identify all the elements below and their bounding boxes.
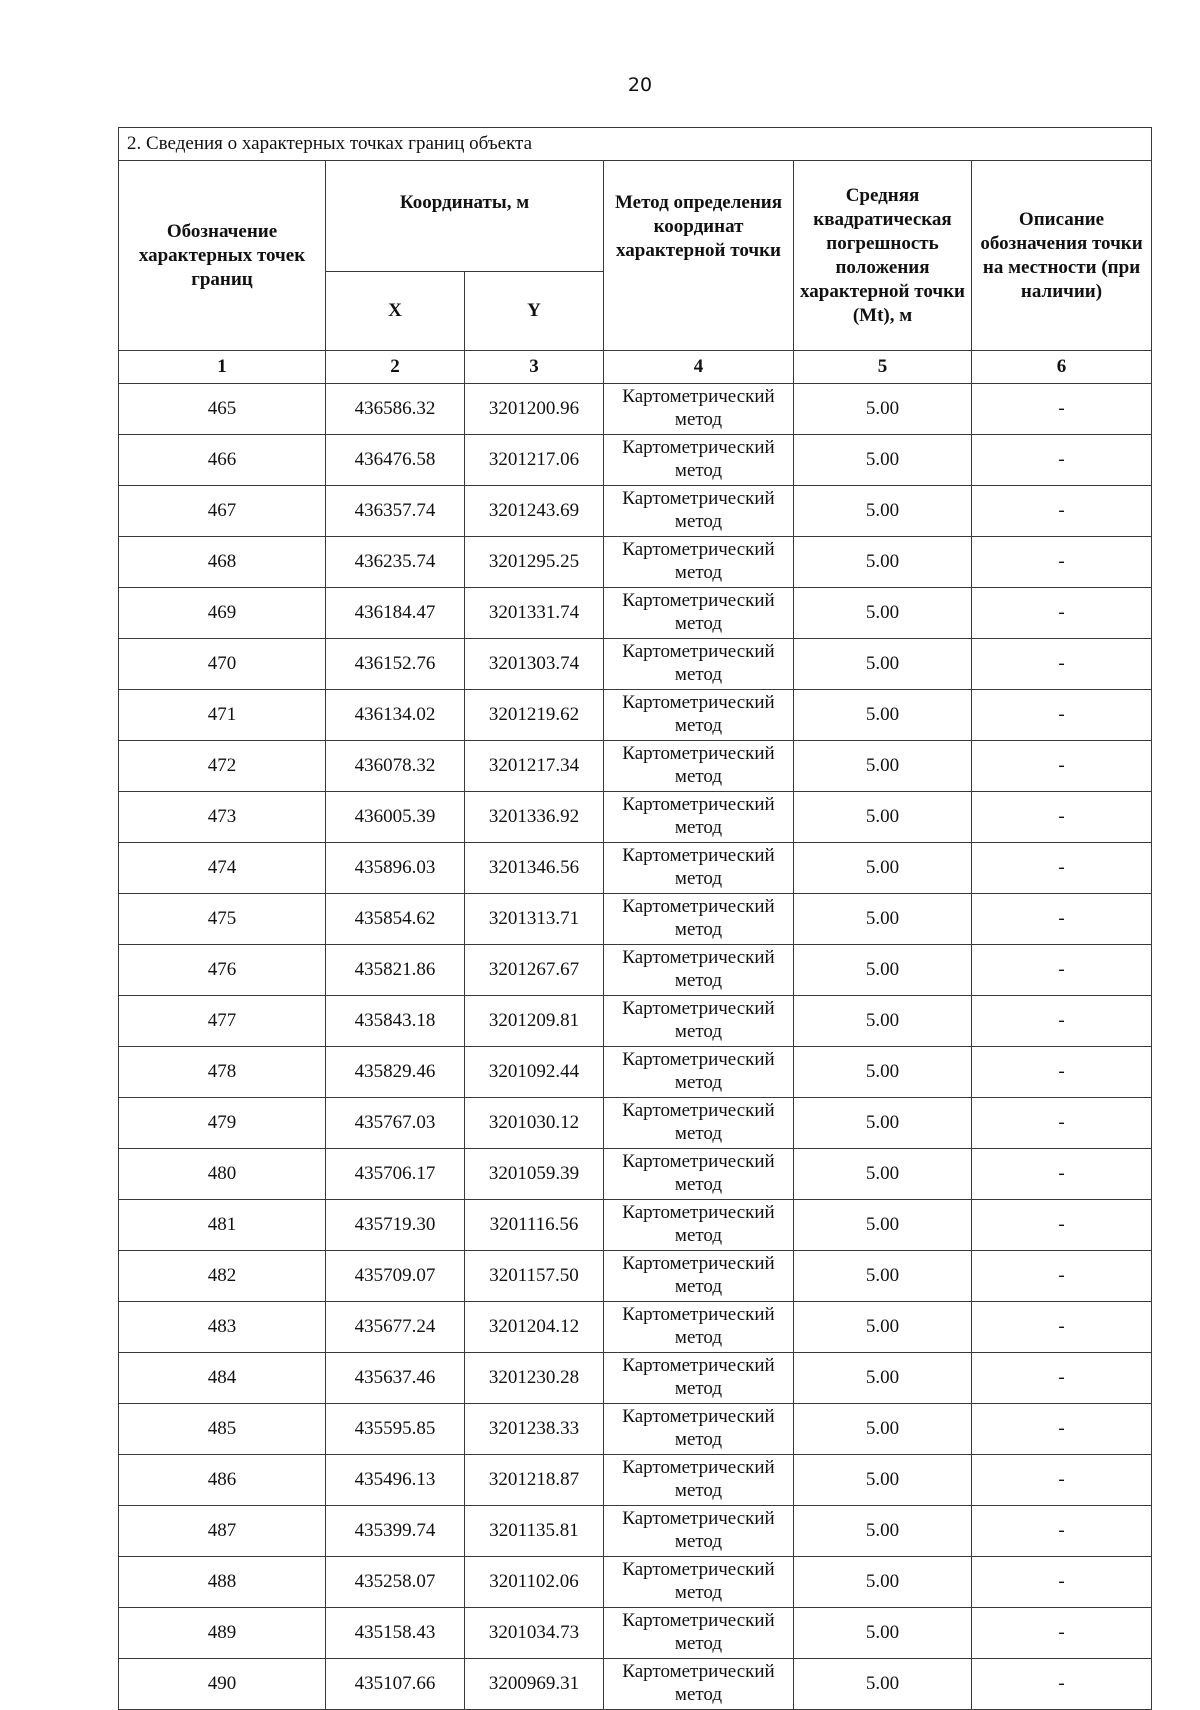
point-cell: 478	[119, 1047, 326, 1098]
x-coordinate-cell: 435637.46	[326, 1353, 465, 1404]
mean-error-cell: 5.00	[794, 1047, 972, 1098]
y-coordinate-cell: 3201217.34	[465, 741, 604, 792]
header-point-designation: Обозначение характерных точек границ	[119, 161, 326, 351]
header-coordinates: Координаты, м	[326, 161, 604, 272]
point-cell: 489	[119, 1608, 326, 1659]
mean-error-cell: 5.00	[794, 1200, 972, 1251]
mean-error-cell: 5.00	[794, 945, 972, 996]
column-number: 1	[119, 351, 326, 384]
description-cell: -	[972, 1149, 1152, 1200]
method-cell: Картометрический метод	[604, 639, 794, 690]
mean-error-cell: 5.00	[794, 1302, 972, 1353]
table-row	[119, 1353, 1152, 1404]
mean-error-cell: 5.00	[794, 435, 972, 486]
y-coordinate-cell: 3201238.33	[465, 1404, 604, 1455]
mean-error-cell: 5.00	[794, 384, 972, 435]
table-row	[119, 1047, 1152, 1098]
description-cell: -	[972, 1608, 1152, 1659]
method-cell: Картометрический метод	[604, 1353, 794, 1404]
y-coordinate-cell: 3201092.44	[465, 1047, 604, 1098]
x-coordinate-cell: 435719.30	[326, 1200, 465, 1251]
point-cell: 476	[119, 945, 326, 996]
table-row	[119, 741, 1152, 792]
table-row	[119, 894, 1152, 945]
method-cell: Картометрический метод	[604, 741, 794, 792]
description-cell: -	[972, 1098, 1152, 1149]
table-row	[119, 1200, 1152, 1251]
point-cell: 469	[119, 588, 326, 639]
section-title: 2. Сведения о характерных точках границ объекта	[119, 128, 1152, 161]
point-cell: 483	[119, 1302, 326, 1353]
point-cell: 485	[119, 1404, 326, 1455]
point-cell: 467	[119, 486, 326, 537]
y-coordinate-cell: 3201116.56	[465, 1200, 604, 1251]
point-cell: 468	[119, 537, 326, 588]
y-coordinate-cell: 3201243.69	[465, 486, 604, 537]
page-number: 20	[627, 74, 653, 96]
method-cell: Картометрический метод	[604, 1557, 794, 1608]
table-row	[119, 639, 1152, 690]
y-coordinate-cell: 3201209.81	[465, 996, 604, 1047]
method-cell: Картометрический метод	[604, 690, 794, 741]
point-cell: 490	[119, 1659, 326, 1710]
mean-error-cell: 5.00	[794, 1659, 972, 1710]
x-coordinate-cell: 436235.74	[326, 537, 465, 588]
method-cell: Картометрический метод	[604, 1149, 794, 1200]
point-cell: 475	[119, 894, 326, 945]
x-coordinate-cell: 436184.47	[326, 588, 465, 639]
description-cell: -	[972, 1404, 1152, 1455]
table-row	[119, 435, 1152, 486]
x-coordinate-cell: 436005.39	[326, 792, 465, 843]
x-coordinate-cell: 435709.07	[326, 1251, 465, 1302]
x-coordinate-cell: 436152.76	[326, 639, 465, 690]
y-coordinate-cell: 3201267.67	[465, 945, 604, 996]
x-coordinate-cell: 436134.02	[326, 690, 465, 741]
point-cell: 470	[119, 639, 326, 690]
description-cell: -	[972, 1047, 1152, 1098]
x-coordinate-cell: 435829.46	[326, 1047, 465, 1098]
x-coordinate-cell: 436357.74	[326, 486, 465, 537]
table-row	[119, 945, 1152, 996]
mean-error-cell: 5.00	[794, 1353, 972, 1404]
description-cell: -	[972, 1506, 1152, 1557]
y-coordinate-cell: 3201295.25	[465, 537, 604, 588]
mean-error-cell: 5.00	[794, 1506, 972, 1557]
column-number: 6	[972, 351, 1152, 384]
point-cell: 480	[119, 1149, 326, 1200]
method-cell: Картометрический метод	[604, 894, 794, 945]
x-coordinate-cell: 435843.18	[326, 996, 465, 1047]
point-cell: 477	[119, 996, 326, 1047]
description-cell: -	[972, 792, 1152, 843]
description-cell: -	[972, 384, 1152, 435]
method-cell: Картометрический метод	[604, 537, 794, 588]
table-row	[119, 1251, 1152, 1302]
mean-error-cell: 5.00	[794, 741, 972, 792]
point-cell: 474	[119, 843, 326, 894]
method-cell: Картометрический метод	[604, 1608, 794, 1659]
method-cell: Картометрический метод	[604, 1251, 794, 1302]
x-coordinate-cell: 435896.03	[326, 843, 465, 894]
method-cell: Картометрический метод	[604, 384, 794, 435]
table-row	[119, 1149, 1152, 1200]
x-coordinate-cell: 435496.13	[326, 1455, 465, 1506]
x-coordinate-cell: 435767.03	[326, 1098, 465, 1149]
mean-error-cell: 5.00	[794, 1404, 972, 1455]
table-row	[119, 384, 1152, 435]
mean-error-cell: 5.00	[794, 843, 972, 894]
description-cell: -	[972, 1557, 1152, 1608]
description-cell: -	[972, 486, 1152, 537]
boundary-points-table	[118, 127, 1152, 1710]
x-coordinate-cell: 435399.74	[326, 1506, 465, 1557]
description-cell: -	[972, 843, 1152, 894]
mean-error-cell: 5.00	[794, 1557, 972, 1608]
table-row	[119, 1455, 1152, 1506]
point-cell: 487	[119, 1506, 326, 1557]
mean-error-cell: 5.00	[794, 1251, 972, 1302]
x-coordinate-cell: 436476.58	[326, 435, 465, 486]
point-cell: 484	[119, 1353, 326, 1404]
description-cell: -	[972, 1353, 1152, 1404]
y-coordinate-cell: 3201059.39	[465, 1149, 604, 1200]
method-cell: Картометрический метод	[604, 435, 794, 486]
description-cell: -	[972, 1200, 1152, 1251]
header-y: Y	[465, 272, 604, 351]
table-row	[119, 1659, 1152, 1710]
column-number: 3	[465, 351, 604, 384]
y-coordinate-cell: 3201135.81	[465, 1506, 604, 1557]
description-cell: -	[972, 741, 1152, 792]
x-coordinate-cell: 435706.17	[326, 1149, 465, 1200]
column-number: 2	[326, 351, 465, 384]
description-cell: -	[972, 537, 1152, 588]
method-cell: Картометрический метод	[604, 792, 794, 843]
x-coordinate-cell: 435158.43	[326, 1608, 465, 1659]
description-cell: -	[972, 996, 1152, 1047]
x-coordinate-cell: 436586.32	[326, 384, 465, 435]
x-coordinate-cell: 435595.85	[326, 1404, 465, 1455]
description-cell: -	[972, 894, 1152, 945]
method-cell: Картометрический метод	[604, 1404, 794, 1455]
method-cell: Картометрический метод	[604, 945, 794, 996]
description-cell: -	[972, 1455, 1152, 1506]
point-cell: 466	[119, 435, 326, 486]
point-cell: 482	[119, 1251, 326, 1302]
y-coordinate-cell: 3201157.50	[465, 1251, 604, 1302]
y-coordinate-cell: 3201346.56	[465, 843, 604, 894]
table-row	[119, 537, 1152, 588]
y-coordinate-cell: 3201200.96	[465, 384, 604, 435]
mean-error-cell: 5.00	[794, 894, 972, 945]
description-cell: -	[972, 1302, 1152, 1353]
y-coordinate-cell: 3201230.28	[465, 1353, 604, 1404]
column-number: 4	[604, 351, 794, 384]
y-coordinate-cell: 3201219.62	[465, 690, 604, 741]
description-cell: -	[972, 588, 1152, 639]
x-coordinate-cell: 435821.86	[326, 945, 465, 996]
mean-error-cell: 5.00	[794, 588, 972, 639]
mean-error-cell: 5.00	[794, 1608, 972, 1659]
x-coordinate-cell: 435677.24	[326, 1302, 465, 1353]
method-cell: Картометрический метод	[604, 1047, 794, 1098]
mean-error-cell: 5.00	[794, 996, 972, 1047]
table-row	[119, 1608, 1152, 1659]
header-description: Описание обозначения точки на местности (при наличии)	[972, 161, 1152, 351]
x-coordinate-cell: 435258.07	[326, 1557, 465, 1608]
y-coordinate-cell: 3200969.31	[465, 1659, 604, 1710]
point-cell: 479	[119, 1098, 326, 1149]
mean-error-cell: 5.00	[794, 639, 972, 690]
y-coordinate-cell: 3201034.73	[465, 1608, 604, 1659]
method-cell: Картометрический метод	[604, 1659, 794, 1710]
table-row	[119, 843, 1152, 894]
table-row	[119, 1506, 1152, 1557]
table-row	[119, 792, 1152, 843]
mean-error-cell: 5.00	[794, 690, 972, 741]
column-number: 5	[794, 351, 972, 384]
point-cell: 473	[119, 792, 326, 843]
y-coordinate-cell: 3201218.87	[465, 1455, 604, 1506]
mean-error-cell: 5.00	[794, 792, 972, 843]
method-cell: Картометрический метод	[604, 486, 794, 537]
method-cell: Картометрический метод	[604, 843, 794, 894]
method-cell: Картометрический метод	[604, 588, 794, 639]
method-cell: Картометрический метод	[604, 1200, 794, 1251]
point-cell: 465	[119, 384, 326, 435]
description-cell: -	[972, 1251, 1152, 1302]
mean-error-cell: 5.00	[794, 1455, 972, 1506]
column-numbers-row	[119, 351, 1152, 384]
method-cell: Картометрический метод	[604, 1302, 794, 1353]
table-row	[119, 1302, 1152, 1353]
x-coordinate-cell: 436078.32	[326, 741, 465, 792]
method-cell: Картометрический метод	[604, 1506, 794, 1557]
y-coordinate-cell: 3201030.12	[465, 1098, 604, 1149]
y-coordinate-cell: 3201331.74	[465, 588, 604, 639]
point-cell: 488	[119, 1557, 326, 1608]
point-cell: 471	[119, 690, 326, 741]
table-row	[119, 996, 1152, 1047]
table-row	[119, 588, 1152, 639]
header-mean-error: Средняя квадратическая погрешность положения характерной точки (Mt), м	[794, 161, 972, 351]
y-coordinate-cell: 3201217.06	[465, 435, 604, 486]
table-row	[119, 486, 1152, 537]
description-cell: -	[972, 1659, 1152, 1710]
y-coordinate-cell: 3201336.92	[465, 792, 604, 843]
x-coordinate-cell: 435107.66	[326, 1659, 465, 1710]
table-row	[119, 690, 1152, 741]
y-coordinate-cell: 3201204.12	[465, 1302, 604, 1353]
point-cell: 486	[119, 1455, 326, 1506]
description-cell: -	[972, 639, 1152, 690]
header-x: X	[326, 272, 465, 351]
table-row	[119, 1404, 1152, 1455]
method-cell: Картометрический метод	[604, 996, 794, 1047]
point-cell: 472	[119, 741, 326, 792]
table-row	[119, 1557, 1152, 1608]
table-body	[119, 384, 1152, 1710]
description-cell: -	[972, 690, 1152, 741]
method-cell: Картометрический метод	[604, 1098, 794, 1149]
point-cell: 481	[119, 1200, 326, 1251]
table-row	[119, 1098, 1152, 1149]
mean-error-cell: 5.00	[794, 1098, 972, 1149]
y-coordinate-cell: 3201102.06	[465, 1557, 604, 1608]
x-coordinate-cell: 435854.62	[326, 894, 465, 945]
method-cell: Картометрический метод	[604, 1455, 794, 1506]
y-coordinate-cell: 3201303.74	[465, 639, 604, 690]
mean-error-cell: 5.00	[794, 1149, 972, 1200]
mean-error-cell: 5.00	[794, 486, 972, 537]
y-coordinate-cell: 3201313.71	[465, 894, 604, 945]
description-cell: -	[972, 945, 1152, 996]
header-method: Метод определения координат характерной точки	[604, 161, 794, 351]
mean-error-cell: 5.00	[794, 537, 972, 588]
description-cell: -	[972, 435, 1152, 486]
